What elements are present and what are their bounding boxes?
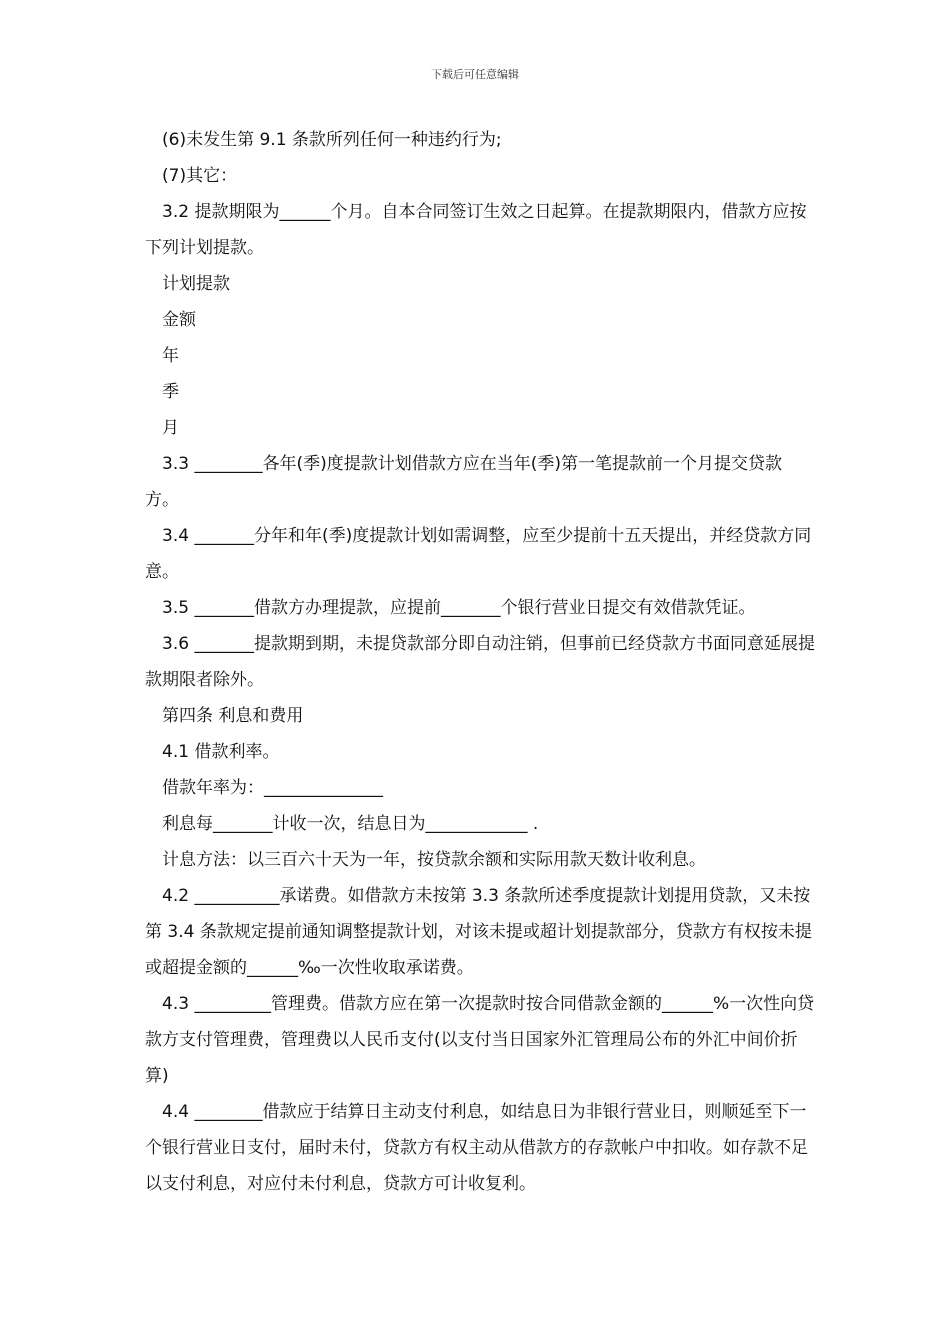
- document-body: [145, 122, 815, 1202]
- table-label: 年: [162, 346, 179, 366]
- table-label: 月: [162, 418, 179, 438]
- paragraph: 4.1 借款利率。: [162, 742, 280, 762]
- paragraph: 3.2 提款期限为______个月。自本合同签订生效之日起算。在提款期限内，借款方应按下列计划提款。: [145, 202, 807, 258]
- paragraph: (6)未发生第 9.1 条款所列任何一种违约行为;: [162, 130, 502, 150]
- paragraph: 计息方法：以三百六十天为一年，按贷款余额和实际用款天数计收利息。: [162, 850, 706, 870]
- paragraph: 3.5 _______借款方办理提款，应提前_______个银行营业日提交有效借款凭证。: [162, 598, 756, 618]
- table-label: 金额: [162, 310, 196, 330]
- table-label: 季: [162, 382, 179, 402]
- paragraph: 4.3 _________管理费。借款方应在第一次提款时按合同借款金额的______%一次性向贷款方支付管理费，管理费以人民币支付(以支付当日国家外汇管理局公布的外汇中间价折算): [145, 994, 815, 1086]
- table-label: 计划提款: [162, 274, 230, 294]
- paragraph: 4.4 ________借款应于结算日主动支付利息，如结息日为非银行营业日，则顺延至下一个银行营业日支付，届时未付，贷款方有权主动从借款方的存款帐户中扣收。如存款不足以支付利息，对应付未付利息，贷款方可计收复利。: [145, 1102, 808, 1194]
- paragraph: 借款年率为：______________: [162, 778, 383, 798]
- paragraph: 利息每_______计收一次，结息日为____________ .: [162, 814, 539, 834]
- paragraph: 3.3 ________各年(季)度提款计划借款方应在当年(季)第一笔提款前一个月提交贷款方。: [145, 454, 782, 510]
- page-header: 下载后可任意编辑: [431, 68, 519, 81]
- paragraph: (7)其它：: [162, 166, 238, 186]
- section-heading: 第四条 利息和费用: [162, 706, 304, 726]
- paragraph: 3.6 _______提款期到期，未提贷款部分即自动注销，但事前已经贷款方书面同意延展提款期限者除外。: [145, 634, 815, 690]
- paragraph: 3.4 _______分年和年(季)度提款计划如需调整，应至少提前十五天提出，并经贷款方同意。: [145, 526, 812, 582]
- paragraph: 4.2 __________承诺费。如借款方未按第 3.3 条款所述季度提款计划提用贷款，又未按第 3.4 条款规定提前通知调整提款计划，对该未提或超计划提款部分，贷款方有权按未提或超提金额的______‰一次性收取承诺费。: [145, 886, 812, 978]
